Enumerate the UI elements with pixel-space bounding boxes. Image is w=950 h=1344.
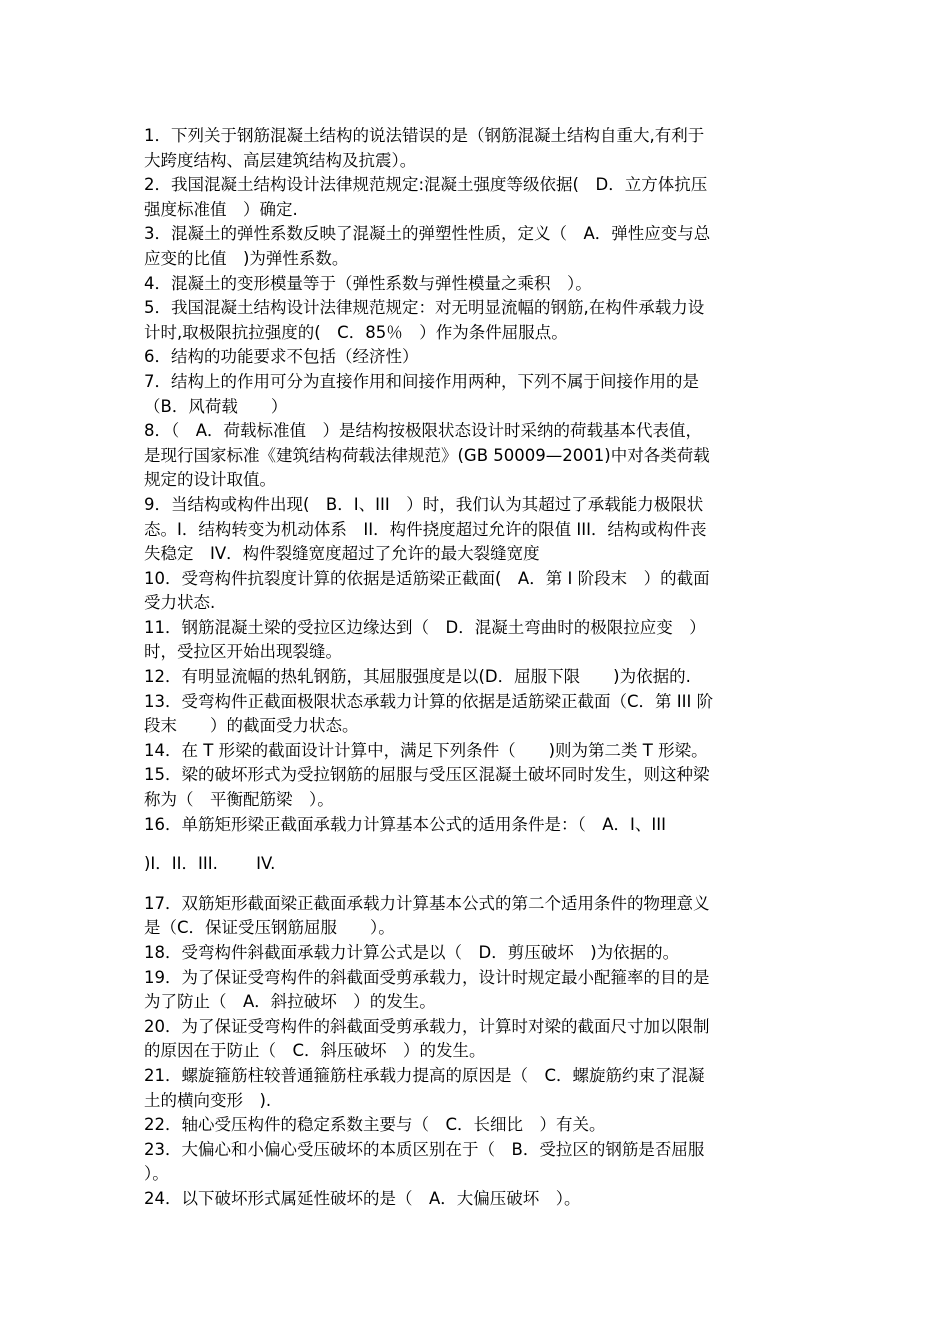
text-line: 14．在 T 形梁的截面设计计算中，满足下列条件（ )则为第二类 T 形梁。 — [144, 740, 708, 760]
text-line: 为了防止（ A．斜拉破坏 ）的发生。 — [144, 992, 436, 1012]
text-line: 4．混凝土的变形模量等于（弹性系数与弹性模量之乘积 ）。 — [144, 273, 592, 293]
text-line: 3．混凝土的弹性系数反映了混凝土的弹塑性性质，定义（ A．弹性应变与总 — [144, 224, 711, 244]
text-line: 5．我国混凝土结构设计法律规范规定：对无明显流幅的钢筋,在构件承载力设 — [144, 298, 705, 318]
text-line: 失稳定 IV．构件裂缝宽度超过了允许的最大裂缝宽度 — [144, 544, 540, 564]
text-line: 强度标准值 ）确定. — [144, 199, 298, 219]
text-line: )I．II．III. IV. — [144, 854, 276, 874]
text-line: 7．结构上的作用可分为直接作用和间接作用两种，下列不属于间接作用的是 — [144, 371, 699, 391]
text-line: ）。 — [144, 1164, 169, 1184]
text-line: 时，受拉区开始出现裂缝。 — [144, 642, 342, 662]
text-line: 13．受弯构件正截面极限状态承载力计算的依据是适筋梁正截面（C．第 III 阶 — [144, 691, 714, 711]
text-line: 22．轴心受压构件的稳定系数主要与（ C．长细比 ）有关。 — [144, 1115, 606, 1135]
text-line: 19．为了保证受弯构件的斜截面受剪承载力，设计时规定最小配箍率的目的是 — [144, 967, 710, 987]
text-line: 大跨度结构、高层建筑结构及抗震）。 — [144, 150, 417, 170]
text-line: 规定的设计取值。 — [144, 470, 276, 490]
text-line: 9．当结构或构件出现( B．I、III ）时，我们认为其超过了承载能力极限状 — [144, 494, 704, 514]
text-line: 称为（ 平衡配筋梁 ）。 — [144, 790, 334, 810]
text-line: 17．双筋矩形截面梁正截面承载力计算基本公式的第二个适用条件的物理意义 — [144, 893, 710, 913]
text-line: （B．风荷载 ） — [144, 396, 288, 416]
text-line: 8．（ A．荷载标准值 ）是结构按极限状态设计时采纳的荷载基本代表值， — [144, 421, 703, 441]
text-line: 15．梁的破坏形式为受拉钢筋的屈服与受压区混凝土破坏同时发生，则这种梁 — [144, 765, 710, 785]
text-line: 6．结构的功能要求不包括（经济性） — [144, 347, 419, 367]
text-line: 应变的比值 )为弹性系数。 — [144, 248, 349, 268]
text-line: 16．单筋矩形梁正截面承载力计算基本公式的适用条件是：（ A．I、III — [144, 814, 666, 834]
text-line: 20．为了保证受弯构件的斜截面受剪承载力，计算时对梁的截面尺寸加以限制 — [144, 1016, 710, 1036]
text-line: 段末 ）的截面受力状态。 — [144, 716, 359, 736]
text-line: 24．以下破坏形式属延性破坏的是（ A．大偏压破坏 ）。 — [144, 1188, 581, 1208]
text-line: 11．钢筋混凝土梁的受拉区边缘达到（ D．混凝土弯曲时的极限拉应变 ） — [144, 617, 706, 637]
text-line: 土的横向变形 ). — [144, 1090, 272, 1110]
text-line: 21．螺旋箍筋柱较普通箍筋柱承载力提高的原因是（ C．螺旋筋约束了混凝 — [144, 1065, 705, 1085]
document-body — [144, 124, 806, 1212]
text-line: 的原因在于防止（ C．斜压破坏 ）的发生。 — [144, 1041, 486, 1061]
text-line: 态。I．结构转变为机动体系 II．构件挠度超过允许的限值 III．结构或构件丧 — [144, 519, 707, 539]
text-line: 23．大偏心和小偏心受压破坏的本质区别在于（ B．受拉区的钢筋是否屈服 — [144, 1139, 705, 1159]
text-line: 是（C．保证受压钢筋屈服 ）。 — [144, 918, 395, 938]
text-line: 计时,取极限抗拉强度的( C．85％ ）作为条件屈服点。 — [144, 322, 568, 342]
text-line: 18．受弯构件斜截面承载力计算公式是以（ D．剪压破坏 )为依据的。 — [144, 943, 680, 962]
text-line: 10．受弯构件抗裂度计算的依据是适筋梁正截面( A．第 I 阶段末 ）的截面 — [144, 568, 710, 588]
text-line: 12．有明显流幅的热轧钢筋，其屈服强度是以(D．屈服下限 )为依据的. — [144, 667, 691, 687]
text-line: 是现行国家标准《建筑结构荷载法律规范》(GB 50009—2001)中对各类荷载 — [144, 445, 710, 465]
text-line: 受力状态. — [144, 593, 216, 613]
text-line: 2．我国混凝土结构设计法律规范规定:混凝土强度等级依据( D．立方体抗压 — [144, 175, 708, 195]
text-line: 1．下列关于钢筋混凝土结构的说法错误的是（钢筋混凝土结构自重大,有利于 — [144, 126, 705, 145]
